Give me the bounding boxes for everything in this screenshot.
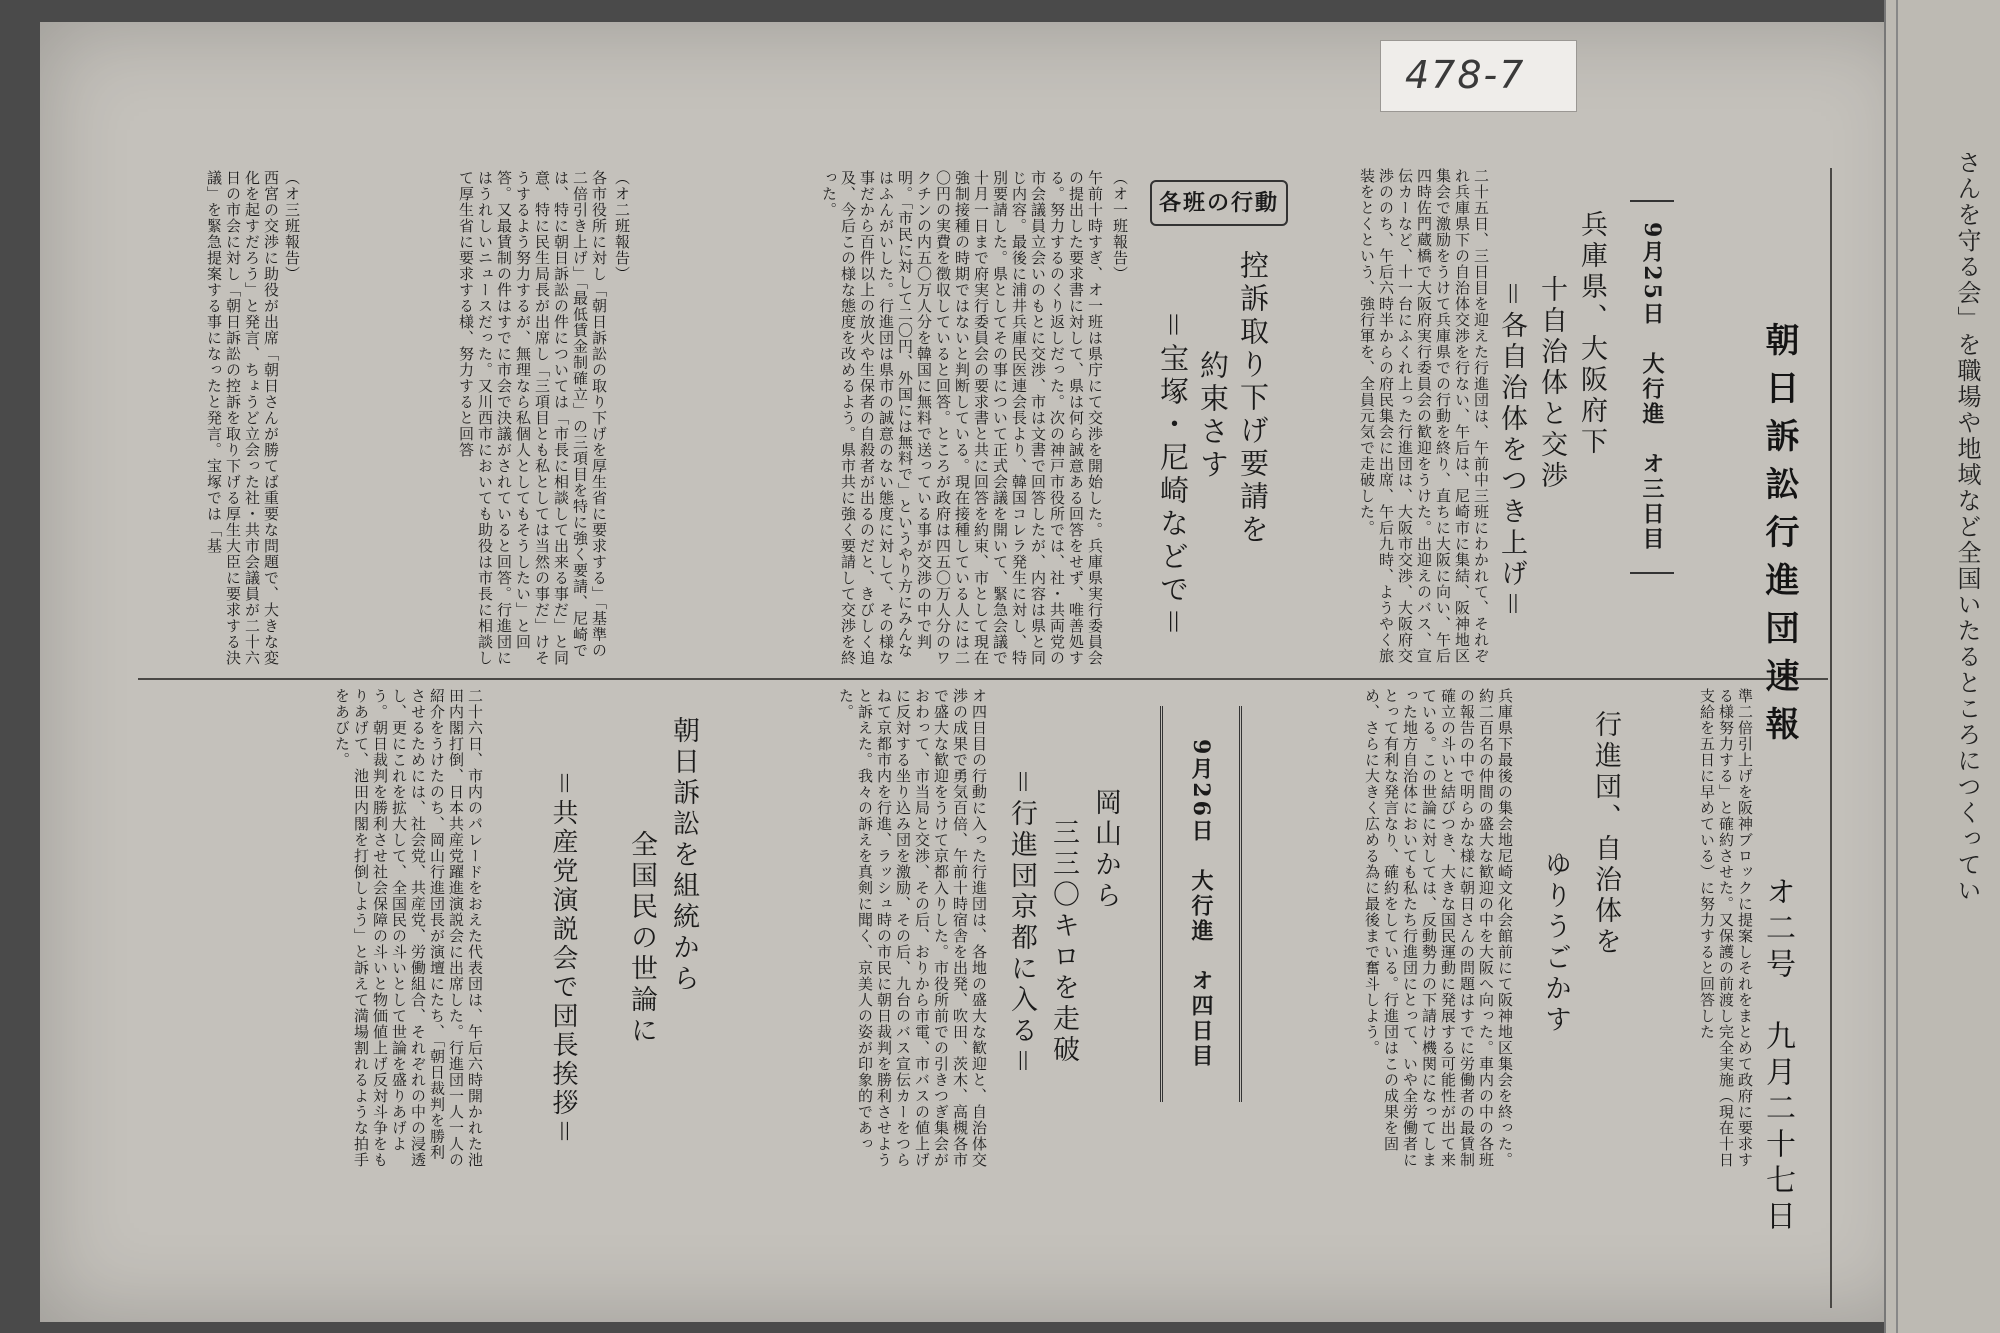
headline-shake-municipalities: 行進団、自治体を [1590,710,1621,958]
team2-report-label: （オ二班報告） [613,170,631,282]
team3-report-body: 西宮の交渉に助役が出席「朝日さんが勝てば重要な問題で、大きな変化を起すだろう」と発言、ちょうど立会った社・共市会議員が二十六日の市会に対し「朝日訴訟の控訴を取り下げる厚生大臣に要求する決議」を緊急提案する事になったと発言。宝塚では「基 [205,170,280,666]
headline-public-opinion: 全国民の世論に [626,830,657,1047]
headline-from-okayama: 岡山から [1090,788,1121,912]
headline-hyogo-osaka: 兵庫県、大阪府下 [1576,210,1607,458]
headline-push-municipalities: ＝各自治体をつき上げ＝ [1496,280,1527,621]
headline-communist-speech: ＝共産党演説会で団長挨拶＝ [548,770,578,1148]
team1-report-body: 午前十時すぎ、オ一班は県庁にて交渉を開始した。兵庫県実行委員会の提出した要求書に対して、県は何ら誠意ある回答をせず、唯善処する。努力するのくり返しだった。次の神戸市役所では、社・共両党の市会議員立会いのもとに交渉、市は文書で回答したが、内容は県と同じ内容。最後に浦井兵庫民医連会長より、韓国コレラ発生に対し、特別要請した。県としてその事について正式会議を開いて、緊急会議で十月一日まで府実行委員会の要求書と共に回答を約束、市として現在強制接種の時期ではないと判断している。現在接種している人には二〇円の実費を徴収していると回答。ところが政府は四五〇万人分のワクチンの内五〇万人分を韓国に無料で送っている事が交渉の中で判明。「市民に対して二〇円、外国には無料で」というやり方にみんなはふんがいした。行進団は県市の誠意のない態度に対して、その様な事だから百件以上の放火や生保者の自殺者が出るのだと、きびしく追及、今后この様な態度を改めるよう。県市共に強く要請して交渉を終った。 [820,170,1104,666]
headline-organization: 朝日訴訟を組統から [668,716,699,995]
article-speech-body: 二十六日、市内のパレードをおえた代表団は、午后六時開かれた池田内閣打倒、日本共産党躍進演説会に出席した。行進団一人一人の紹介をうけたのち、岡山行進団長が演壇にたち、「朝日裁判を勝利させるためには、社会党、共産党、労働組合、それぞれの中の浸透し、更にこれを拡大して、全国民の斗いとして世論を盛りあげよう。朝日裁判を勝利させ社会保障の斗いと物価値上げ反対斗争をもりあげて、池田内閣を打倒しよう」と訴えて満場割れるような拍手をあびた。 [333,688,484,1168]
adjacent-sheet-text: さんを守る会」を職場や地域など全国いたるところにつくってい [1953,150,1981,904]
date-box-day4 [1160,706,1242,1102]
section-label-box [1150,180,1288,226]
date-box-day3 [1630,200,1674,574]
article-day3-body: 二十五日、三日目を迎えた行進団は、午前中三班にわかれて、それぞれ兵庫県下の自治体交渉を行ない、午后は、尼崎市に集結、阪神地区集会で激励をうけて兵庫県での行動を終り、直ちに大阪に向い、午后四時佐門蔵橋で大阪府実行委員会の歓迎をうけた。出迎えのバス、宣伝カーなど、十一台にふくれ上った行進団は、大阪市交渉、大阪府交渉ののち、午后六時半からの府民集会に出席、午后九時、ようやく旅装をとくという、強行軍を、全員元気で走破した。 [1358,168,1490,664]
headline-ten-municipalities: 十自治体と交渉 [1536,275,1567,492]
team1-report-label: （オ一班報告） [1111,170,1129,282]
adjacent-sheet [1884,0,2000,1333]
headline-shake-verb: ゆりうごかす [1540,850,1571,1036]
date-box-day4-text: 9月26日 大行進 オ四日目 [1188,739,1214,1069]
section-label: 各班の行動 [1158,190,1279,216]
sheet-spine [1896,0,1898,1333]
date-box-day3-text: 9月25日 大行進 オ三日目 [1639,222,1665,552]
team2-report-body: 各市役所に対し「朝日訴訟の取り下げを厚生省に要求する」「基準の二倍引き上げ」「最低賃金制確立」の三項目を特に強く要請、尼崎では、特に朝日訴訟の件については「市長に相談して出来る事だ」と同意、特に民生局長が出席し「三項目とも私としては当然の事だ」けそうするよう努力するが、無理なら私個人としてもそうしたい」と回答。又最賃制の件はすでに市会で決議がされていると回答。行進団にはうれしいニュースだった。又川西市においても助役は市長に相談して厚生省に要求する様、努力すると回答 [457,170,608,666]
headline-takarazuka-amagasaki: ＝宝塚・尼崎などで＝ [1156,310,1190,641]
article-day4-body: オ四日目の行動に入った行進団は、各地の盛大な歓迎と、自治体交渉の成果で勇気百倍、午前十時宿舎を出発、吹田、茨木、高槻各市で盛大な歓迎をうけて京都入りした。市役所前での引きつぎ集会がおわって、市当局と交渉、その后、おりから市電、市バスの値上げに反対する坐り込み団を激励、その后、九台のバス宣伝カーをつらねて京都市内を行進、ラッシュ時の市民に朝日裁判を勝利させようと訴えた。我々の訴えを真剣に聞く、京美人の姿が印象的であった。 [837,688,988,1168]
headline-promise: 約束さす [1196,350,1230,482]
archive-tag [1380,40,1577,112]
headline-330km: 三三〇キロを走破 [1048,818,1079,1066]
horizontal-divider [138,678,1828,680]
masthead-title: 朝日訴訟行進団速報 [1759,322,1799,754]
archive-tag-label: 478-7 [1405,53,1526,97]
masthead-issue: オ二号 九月二十七日 [1760,876,1795,1236]
masthead-divider [1830,168,1832,1308]
article-shake-body: 兵庫県下最後の集会地尼崎文化会館前にて阪神地区集会を終った。約二百名の仲間の盛大な歓迎の中を大阪へ向った。車内の中の各班の報告の中で明らかな様に朝日さんの問題はすでに労働者の最賃制確立の斗いと結びつき、大きな国民運動に発展する可能性が出て来ている。この世論に対しては、反動勢力の下請け機関になってしまった地方自治体においても私たち行進団にとって、いや全労働者にとって有利な発言なり、確約をしている。行進団はこの成果を固め、さらに大きく広める為に最後まで奮斗しよう。 [1363,688,1514,1168]
headline-enter-kyoto: ＝行進団京都に入る＝ [1006,768,1037,1078]
team3-report-continued: 準二倍引上げを阪神ブロックに提案しそれをまとめて政府に要求する様努力する」と確約させた。又保護の前渡し完全実施（現在十日支給を五日に早めている）に努力すると回答した [1698,688,1754,1168]
headline-withdraw-appeal: 控訴取り下げ要請を [1236,250,1270,547]
team3-report-label: （オ三班報告） [283,170,301,282]
